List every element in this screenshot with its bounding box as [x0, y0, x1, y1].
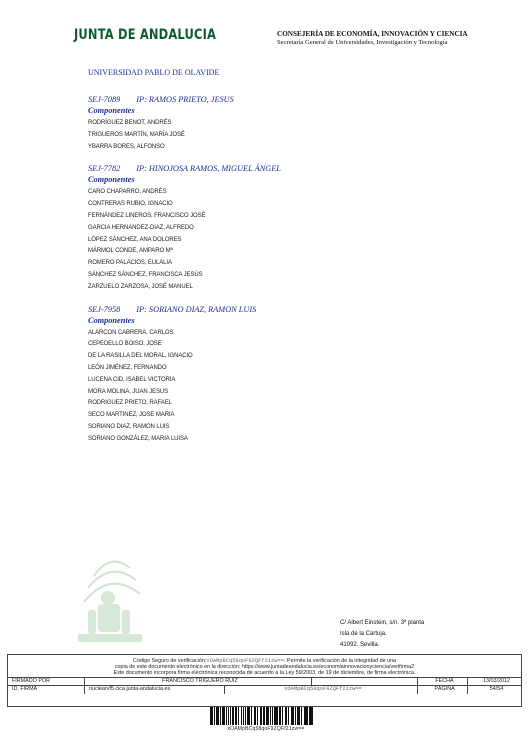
barcode-bar — [310, 707, 312, 725]
member-name: LÓPEZ SÁNCHEZ, ANA DOLORES — [88, 236, 182, 243]
member-name: CEPEDELLO BOISO, JOSE — [88, 341, 162, 348]
member-name: CARO CHAPARRO, ANDRÉS — [88, 189, 167, 196]
fecha-label: FECHA — [418, 678, 468, 685]
member-name: SORIANO DIAZ, RAMON LUIS — [88, 423, 170, 430]
member-name: RODRÍGUEZ BENOT, ANDRÉS — [88, 120, 172, 126]
barcode-bar — [226, 707, 227, 725]
barcode-text: xOAMpBCq58qoF9ZQFf21zw== — [227, 726, 305, 732]
barcode-bar — [243, 707, 244, 725]
member-name: YBARRA BORES, ALFONSO — [88, 143, 165, 150]
barcode-bar — [306, 707, 307, 725]
barcode-bar — [270, 707, 271, 725]
secretaria-title: Secretaría General de Universidades, Investigación y Tecnología — [277, 39, 448, 46]
pagina-label: PÁGINA — [418, 686, 468, 694]
components-heading: Componentes — [88, 175, 135, 185]
consejeria-title: CONSEJERÍA DE ECONOMÍA, INNOVACIÓN Y CIENCIA — [277, 30, 468, 38]
firmado-por-value: FRANCISCO TRIGUERO RUIZ — [85, 678, 312, 685]
verification-barcode — [210, 707, 322, 725]
barcode-bar — [220, 707, 221, 725]
verification-suffix: . Permite la verificación de la integridad de una — [283, 658, 397, 664]
pagina-value: 54/54 — [489, 686, 504, 692]
group-code: SEJ-7089 — [88, 95, 121, 104]
member-name: SORIANO GONZÁLEZ, MARIA LUISA — [88, 435, 188, 442]
member-name: CONTRERAS RUBIO, IGNACIO — [88, 201, 173, 208]
barcode-bar — [298, 707, 299, 725]
id-firma-code: xOAMpBCq58qoF9ZQFf21zw== — [225, 686, 418, 694]
barcode-bar — [214, 707, 215, 725]
member-name: ROMERO PALACIOS, EULALIA — [88, 260, 172, 267]
member-name: FERNÁNDEZ LINEROS, FRANCISCO JOSÉ — [88, 212, 206, 219]
member-name: SÁNCHEZ SÁNCHEZ, FRANCISCA JESÚS — [88, 271, 203, 278]
signature-verification-box — [7, 654, 522, 707]
research-group — [88, 164, 468, 293]
university-name: UNIVERSIDAD PABLO DE OLAVIDE — [88, 68, 220, 77]
group-ip: IP: HINOJOSA RAMOS, MIGUEL ÁNGEL — [136, 164, 281, 174]
member-name: MORA MOLINA, JUAN JESUS — [88, 388, 169, 395]
barcode-bar — [249, 707, 250, 725]
member-name: MÁRMOL CONDE, AMPARO Mª — [88, 248, 173, 255]
components-heading: Componentes — [88, 315, 135, 325]
barcode-bar — [238, 707, 239, 725]
verification-url-line: copia de este documento electrónico en la dirección: https://www.juntadeandalucia.es/economiainnovacionyciencia/verifirma2 — [114, 664, 415, 671]
barcode-bar — [224, 707, 225, 725]
address-line: C/ Albert Einstein, s/n. 3ª planta — [340, 620, 425, 626]
barcode-bar — [275, 707, 277, 725]
barcode-bar — [263, 707, 265, 725]
member-name: LEÓN JIMÉNEZ, FERNANDO — [88, 364, 167, 371]
barcode-bar — [288, 707, 289, 725]
fecha-value: 13/03/2012 — [483, 678, 510, 684]
address-line: 41092. Sevilla. — [340, 642, 380, 648]
research-groups — [88, 95, 468, 446]
firmado-por-label: FIRMADO POR — [8, 678, 85, 685]
member-name: LUCENA CID, ISABEL VICTORIA — [88, 376, 176, 383]
member-name: SECO MARTINEZ, JOSE MARIA — [88, 412, 175, 419]
verification-law-line: Este documento incorpora firma electrónica reconocida de acuerdo a la Ley 59/2003, de 19 de diciembre, de firma electrónica. — [113, 670, 416, 677]
member-name: TRIGUEROS MARTÍN, MARÍA JOSÉ — [88, 131, 185, 138]
id-firma-value: nuclearvf5.cica.junta-andalucia.es — [85, 686, 225, 694]
verification-code: xOAMpBCq58qoF9ZQFf21zw== — [206, 658, 284, 664]
andalucia-emblem-watermark — [74, 548, 146, 648]
member-name: ALARCON CABRERA, CARLOS — [88, 329, 174, 336]
group-ip: IP: RAMOS PRIETO, JESUS — [136, 95, 234, 104]
group-title — [88, 95, 468, 106]
id-row — [8, 686, 521, 694]
member-name: GARCIA HERNANDEZ-DIAZ, ALFREDO — [88, 224, 194, 231]
barcode-bar — [257, 707, 258, 725]
signer-row — [8, 678, 521, 686]
barcode-bar — [268, 707, 269, 725]
office-address — [340, 618, 424, 651]
header-department — [277, 30, 468, 46]
barcode-bar — [211, 707, 212, 725]
group-code: SEJ-7782 — [88, 164, 121, 174]
research-group — [88, 95, 468, 153]
member-name: DE LA RASILLA DEL MORAL, IGNACIO — [88, 353, 193, 360]
barcode-bar — [292, 707, 294, 725]
group-ip: IP: SORIANO DIAZ, RAMON LUIS — [136, 304, 257, 314]
barcode-bar — [301, 707, 302, 725]
barcode-bar — [261, 707, 262, 725]
barcode-bar — [236, 707, 237, 725]
research-group — [88, 305, 468, 446]
verification-text — [8, 655, 521, 678]
member-name: ZARZUELO ZARZOSA, JOSÉ MANUEL — [88, 283, 193, 290]
member-name: RODRIGUEZ PRIETO, RAFAEL — [88, 400, 172, 407]
id-firma-label: ID. FIRMA — [8, 686, 85, 694]
barcode-bar — [251, 707, 252, 725]
address-line: Isla de la Cartuja. — [340, 631, 387, 637]
barcode-bar — [286, 707, 287, 725]
barcode-bar — [255, 707, 256, 725]
barcode-bar — [230, 707, 231, 725]
barcode-bar — [274, 707, 275, 725]
junta-logo: JUNTA DE ANDALUCIA — [74, 27, 217, 43]
components-heading: Componentes — [88, 106, 135, 115]
group-title — [88, 164, 468, 175]
barcode-bar — [282, 707, 283, 725]
group-code: SEJ-7958 — [88, 304, 121, 314]
barcode-bar — [295, 707, 296, 725]
document-body — [88, 68, 468, 457]
verification-prefix: Código Seguro de verificación: — [132, 658, 207, 664]
barcode-bar — [232, 707, 234, 725]
group-title — [88, 305, 468, 316]
barcode-bar — [245, 707, 246, 725]
barcode-bar — [217, 707, 219, 725]
barcode-bar — [305, 707, 306, 725]
barcode-bar — [280, 707, 281, 725]
